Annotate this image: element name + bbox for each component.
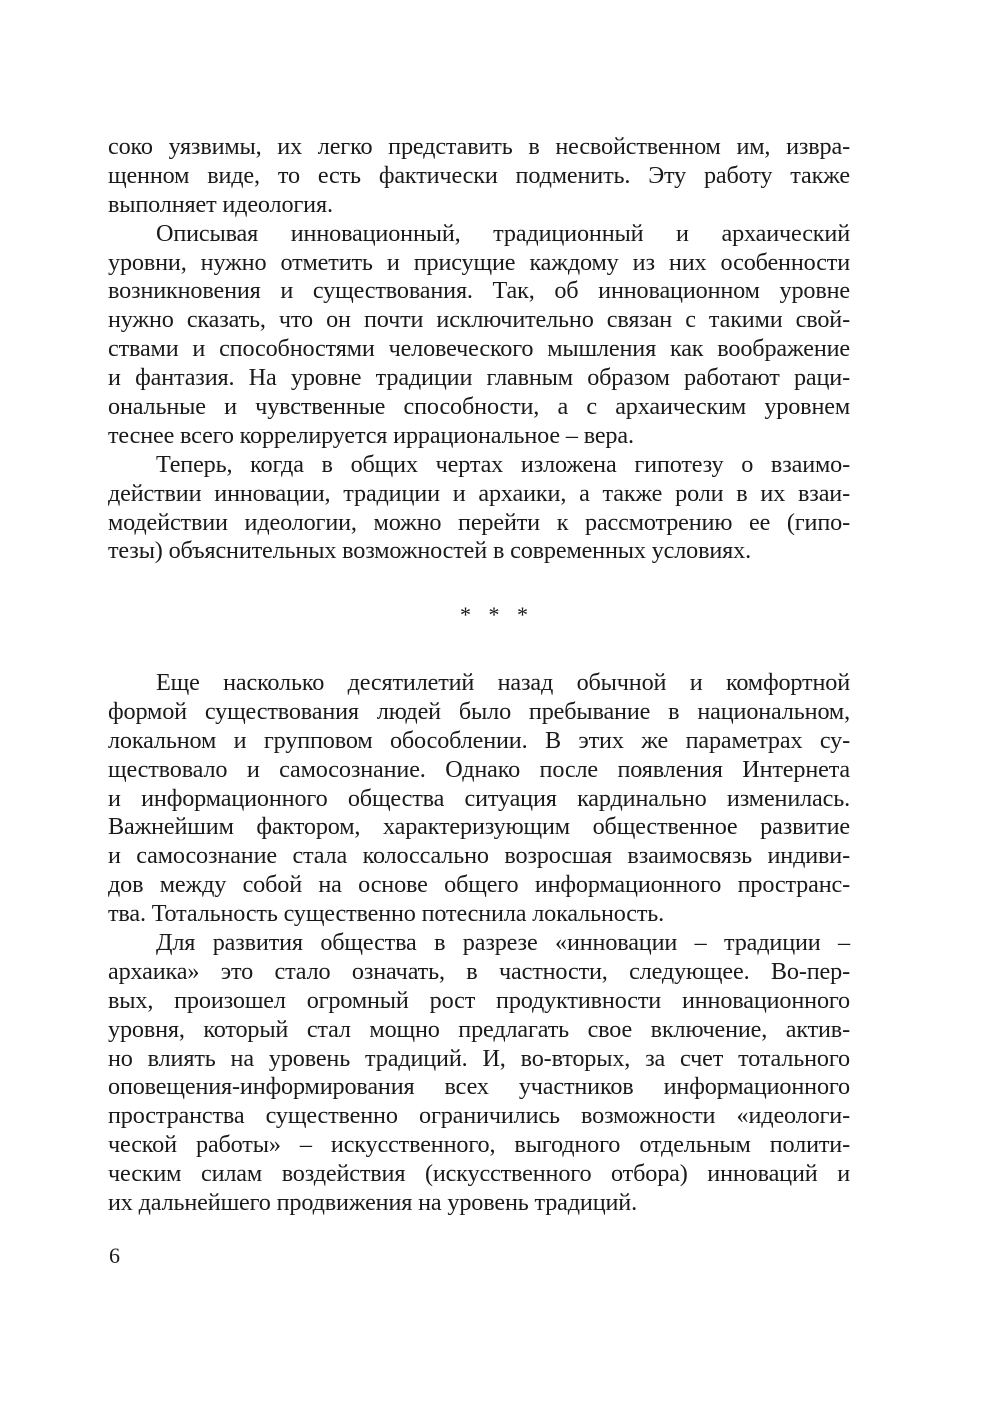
- text-line: вых, произошел огромный рост продуктивности инновационного: [108, 986, 850, 1014]
- text-line: Теперь, когда в общих чертах изложена гипотезу о взаимо-: [156, 450, 850, 478]
- text-line: архаика» это стало означать, в частности, следующее. Во-пер-: [108, 957, 850, 985]
- text-line: Описывая инновационный, традиционный и архаический: [156, 219, 850, 247]
- text-line: и самосознание стала колоссально возросшая взаимосвязь индиви-: [108, 842, 850, 870]
- text-line: нужно сказать, что он почти исключительно связан с такими свой-: [108, 306, 850, 334]
- text-line: возникновения и существования. Так, об инновационном уровне: [108, 277, 850, 305]
- paragraph: [108, 133, 850, 220]
- text-line: выполняет идеология.: [108, 190, 333, 218]
- text-line: Еще насколько десятилетий назад обычной и комфортной: [156, 669, 850, 696]
- text-line: модействии идеологии, можно перейти к рассмотрению ее (гипо-: [108, 508, 850, 536]
- text-line: Важнейшим фактором, характеризующим общественное развитие: [108, 813, 850, 841]
- section-1: [108, 133, 850, 566]
- text-line: ческим силам воздействия (искусственного отбора) инноваций и: [108, 1160, 850, 1188]
- text-line: соко уязвимы, их легко представить в несвойственном им, извра-: [108, 133, 850, 160]
- text-line: щенном виде, то есть фактически подменить. Эту работу также: [108, 161, 850, 189]
- text-line: ществовало и самосознание. Однако после появления Интернета: [108, 755, 850, 783]
- paragraph: [108, 929, 850, 1218]
- text-line: их дальнейшего продвижения на уровень традиций.: [108, 1189, 637, 1217]
- text-line: и информационного общества ситуация кардинально изменилась.: [108, 784, 850, 812]
- text-line: тезы) объяснительных возможностей в современных условиях.: [108, 537, 751, 565]
- text-line: Для развития общества в разрезе «инновации – традиции –: [156, 929, 850, 957]
- text-line: формой существования людей было пребывание в национальном,: [108, 697, 850, 725]
- text-line: дов между собой на основе общего информационного пространс-: [108, 871, 850, 899]
- text-line: оповещения-информирования всех участников информационного: [108, 1073, 850, 1101]
- text-line: тва. Тотальность существенно потеснила локальность.: [108, 900, 665, 928]
- text-line: действии инновации, традиции и архаики, а также роли в их взаи-: [108, 479, 850, 507]
- paragraph: [108, 669, 850, 929]
- text-line: уровни, нужно отметить и присущие каждому из них особенности: [108, 248, 850, 276]
- text-line: уровня, который стал мощно предлагать свое включение, актив-: [108, 1015, 850, 1043]
- section-2: [108, 669, 850, 1218]
- paragraph: [108, 220, 850, 451]
- text-line: ческой работы» – искусственного, выгодного отдельным полити-: [108, 1131, 850, 1159]
- text-line: теснее всего коррелируется иррациональное – вера.: [108, 421, 634, 449]
- paragraph: [108, 451, 850, 567]
- text-line: ствами и способностями человеческого мышления как воображение: [108, 335, 850, 363]
- separator-asterisks: * * *: [460, 602, 534, 627]
- text-line: но влиять на уровень традиций. И, во-вторых, за счет тотального: [108, 1044, 850, 1072]
- text-line: ональные и чувственные способности, а с архаическим уровнем: [108, 393, 850, 421]
- page-number: 6: [109, 1243, 120, 1268]
- text-line: и фантазия. На уровне традиции главным образом работают раци-: [108, 364, 850, 392]
- text-line: локальном и групповом обособлении. В этих же параметрах су-: [108, 726, 850, 754]
- text-line: пространства существенно ограничились возможности «идеологи-: [108, 1102, 850, 1130]
- section-separator: [0, 602, 1000, 628]
